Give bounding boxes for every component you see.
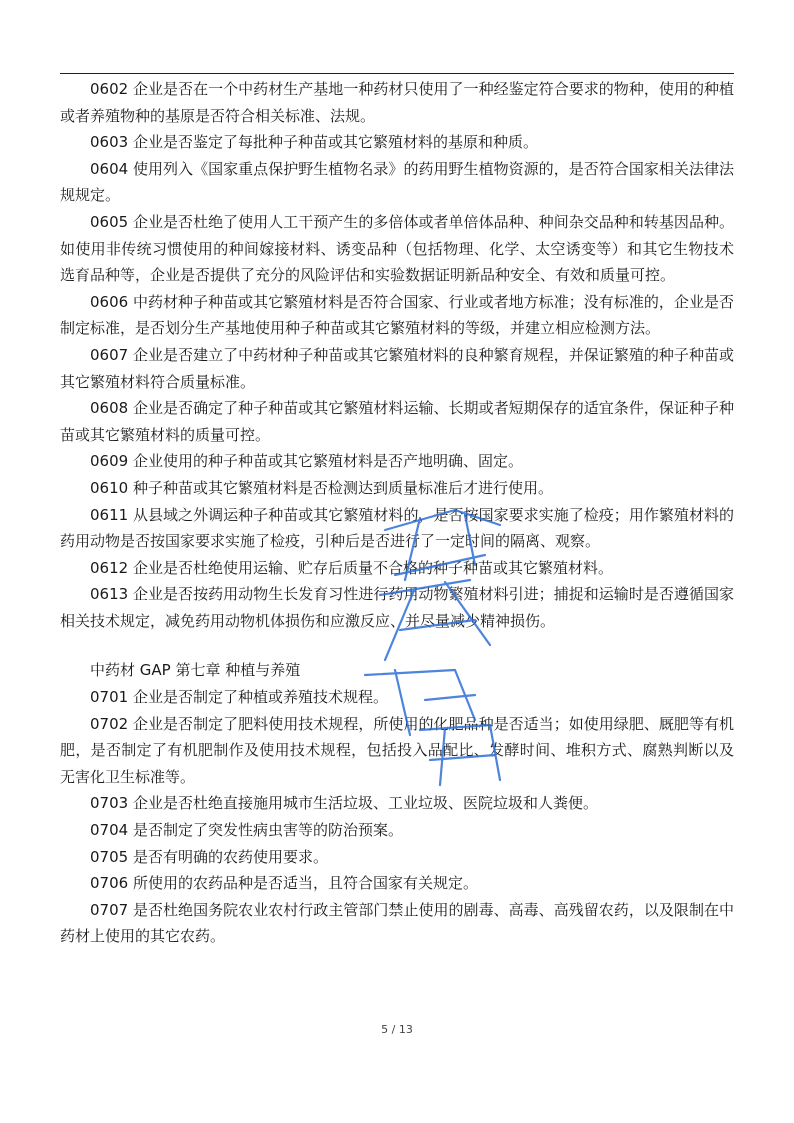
header-rule [60, 73, 734, 74]
item-0612: 0612 企业是否杜绝使用运输、贮存后质量不合格的种子种苗或其它繁殖材料。 [90, 558, 613, 577]
item-0707: 0707 是否杜绝国务院农业农村行政主管部门禁止使用的剧毒、高毒、高残留农药，以及限制在中药材上使用的其它农药。 [60, 900, 734, 946]
item-0706: 0706 所使用的农药品种是否适当，且符合国家有关规定。 [90, 874, 478, 893]
item-0605: 0605 企业是否杜绝了使用人工干预产生的多倍体或者单倍体品种、种间杂交品种和转基因品种。如使用非传统习惯使用的种间嫁接材料、诱变品种（包括物理、化学、太空诱变等）和其它生物技术选育品种等，企业是否提供了充分的风险评估和实验数据证明新品种安全、有效和质量可控。 [60, 212, 734, 285]
item-0608: 0608 企业是否确定了种子种苗或其它繁殖材料运输、长期或者短期保存的适宜条件，保证种子种苗或其它繁殖材料的质量可控。 [60, 399, 734, 444]
chapter-heading: 中药材 GAP 第七章 种植与养殖 [90, 661, 301, 680]
item-0611: 0611 从县域之外调运种子种苗或其它繁殖材料的，是否按国家要求实施了检疫；用作繁殖材料的药用动物是否按国家要求实施了检疫，引种后是否进行了一定时间的隔离、观察。 [60, 505, 734, 551]
item-0613: 0613 企业是否按药用动物生长发育习性进行药用动物繁殖材料引进；捕捉和运输时是否遵循国家相关技术规定，减免药用动物机体损伤和应激反应、并尽量减少精神损伤。 [60, 585, 734, 630]
item-0604: 0604 使用列入《国家重点保护野生植物名录》的药用野生植物资源的，是否符合国家相关法律法规规定。 [60, 159, 734, 205]
item-0705: 0705 是否有明确的农药使用要求。 [90, 847, 328, 866]
section-gap [60, 634, 734, 657]
item-0602: 0602 企业是否在一个中药材生产基地一种药材只使用了一种经鉴定符合要求的物种，使用的种植或者养殖物种的基原是否符合相关标准、法规。 [60, 80, 734, 125]
page-number: 5 / 13 [381, 1023, 413, 1036]
document-body [60, 76, 734, 950]
item-0606: 0606 中药材种子种苗或其它繁殖材料是否符合国家、行业或者地方标准；没有标准的，企业是否制定标准，是否划分生产基地使用种子种苗或其它繁殖材料的等级，并建立相应检测方法。 [60, 292, 734, 338]
item-0704: 0704 是否制定了突发性病虫害等的防治预案。 [90, 821, 403, 840]
item-0702: 0702 企业是否制定了肥料使用技术规程，所使用的化肥品种是否适当；如使用绿肥、厩肥等有机肥，是否制定了有机肥制作及使用技术规程，包括投入品配比、发酵时间、堆积方式、腐熟判断以及无害化卫生标准等。 [60, 714, 734, 786]
item-0610: 0610 种子种苗或其它繁殖材料是否检测达到质量标准后才进行使用。 [90, 478, 553, 497]
item-0607: 0607 企业是否建立了中药材种子种苗或其它繁殖材料的良种繁育规程，并保证繁殖的种子种苗或其它繁殖材料符合质量标准。 [60, 345, 734, 391]
item-0609: 0609 企业使用的种子种苗或其它繁殖材料是否产地明确、固定。 [90, 452, 523, 471]
item-0603: 0603 企业是否鉴定了每批种子种苗或其它繁殖材料的基原和种质。 [90, 133, 538, 152]
item-0701: 0701 企业是否制定了种植或养殖技术规程。 [90, 688, 388, 707]
item-0703: 0703 企业是否杜绝直接施用城市生活垃圾、工业垃圾、医院垃圾和人粪便。 [90, 794, 598, 813]
